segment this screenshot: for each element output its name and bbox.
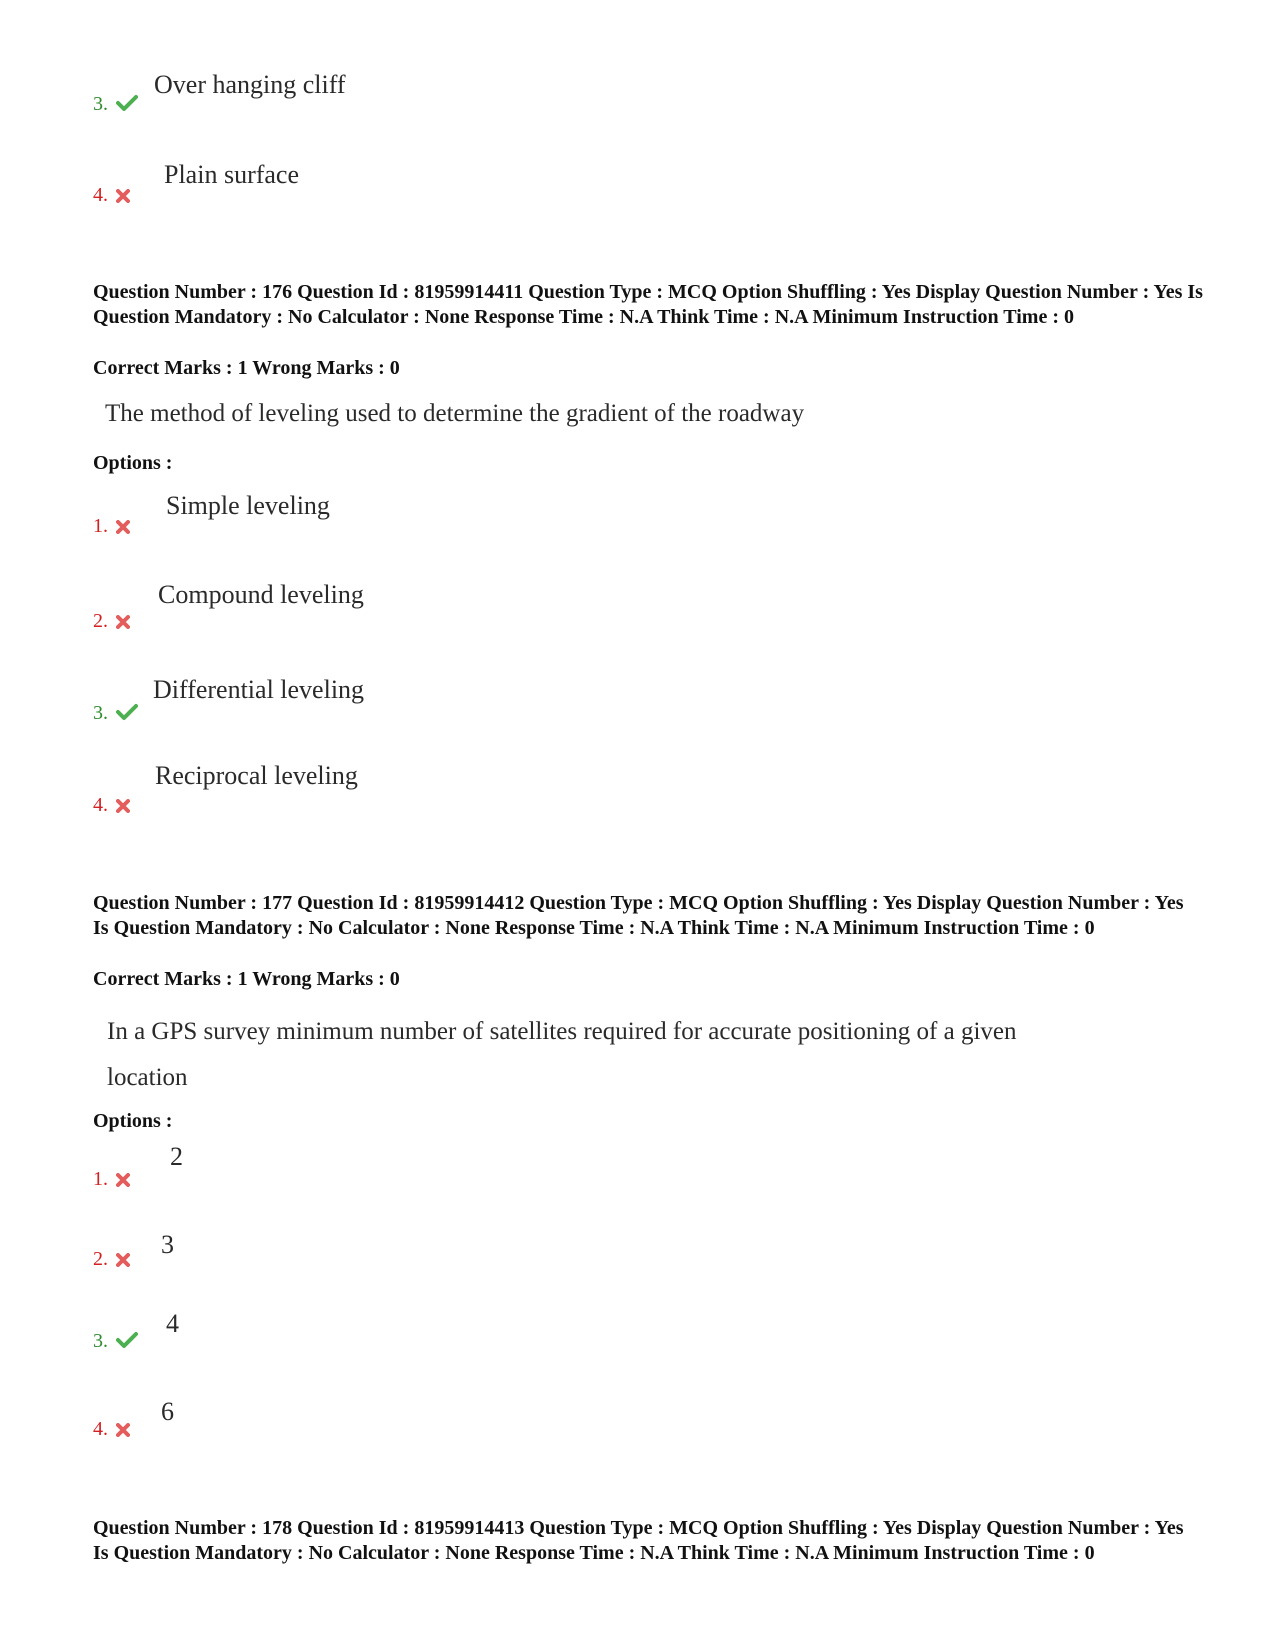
option-number: 2. — [93, 610, 130, 635]
option-text: Compound leveling — [158, 580, 364, 609]
option-text: Reciprocal leveling — [155, 761, 358, 790]
option-text: 3 — [161, 1230, 174, 1259]
question-meta: Question Number : 177 Question Id : 81959914412 Question Type : MCQ Option Shuffling : Yes Display Question Number : Yes Is Question Mandatory : No Calculator : None Response Time : N.A Think Time : N.A Minimum Instruction Time : 0 — [93, 892, 1184, 939]
option-text: 4 — [166, 1309, 179, 1338]
cross-icon — [116, 1420, 130, 1443]
cross-icon — [116, 796, 130, 819]
option-number: 3. — [93, 1330, 138, 1355]
option-text: Simple leveling — [166, 491, 330, 520]
cross-icon — [116, 612, 130, 635]
check-icon — [116, 1331, 138, 1355]
option-text: 6 — [161, 1397, 174, 1426]
options-label: Options : — [93, 1110, 173, 1132]
option-text: Plain surface — [164, 160, 300, 189]
option-number: 2. — [93, 1248, 130, 1273]
check-icon — [116, 94, 138, 118]
question-text: In a GPS survey minimum number of satellites required for accurate positioning of a given location — [107, 1018, 1017, 1091]
option-number: 4. — [93, 1418, 130, 1443]
option-text: Over hanging cliff — [154, 70, 346, 99]
question-meta: Question Number : 178 Question Id : 81959914413 Question Type : MCQ Option Shuffling : Yes Display Question Number : Yes Is Question Mandatory : No Calculator : None Response Time : N.A Think Time : N.A Minimum Instruction Time : 0 — [93, 1517, 1184, 1564]
cross-icon — [116, 517, 130, 540]
option-number: 1. — [93, 1168, 130, 1193]
question-marks: Correct Marks : 1 Wrong Marks : 0 — [93, 357, 400, 379]
options-label: Options : — [93, 452, 173, 474]
cross-icon — [116, 186, 130, 209]
option-number: 3. — [93, 702, 138, 727]
question-text: The method of leveling used to determine the gradient of the roadway — [105, 400, 805, 427]
option-text: Differential leveling — [153, 675, 365, 704]
check-icon — [116, 703, 138, 727]
option-number: 1. — [93, 515, 130, 540]
question-marks: Correct Marks : 1 Wrong Marks : 0 — [93, 968, 400, 990]
cross-icon — [116, 1170, 130, 1193]
option-number: 3. — [93, 93, 138, 118]
question-meta: Question Number : 176 Question Id : 81959914411 Question Type : MCQ Option Shuffling : Yes Display Question Number : Yes Is Question Mandatory : No Calculator : None Response Time : N.A Think Time : N.A Minimum Instruction Time : 0 — [93, 281, 1203, 328]
option-number: 4. — [93, 184, 130, 209]
option-number: 4. — [93, 794, 130, 819]
option-text: 2 — [170, 1142, 183, 1171]
cross-icon — [116, 1250, 130, 1273]
